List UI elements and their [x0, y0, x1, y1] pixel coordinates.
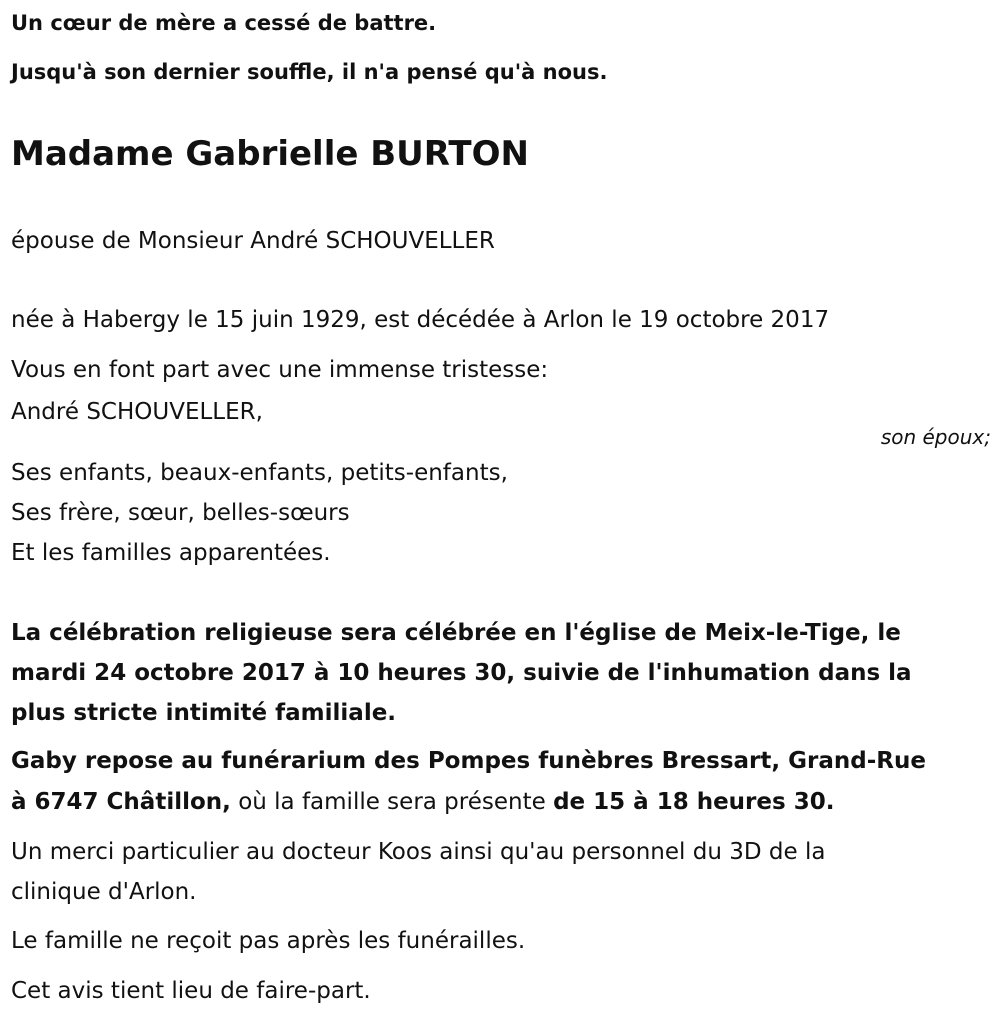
birth-death-line: née à Habergy le 15 juin 1929, est décédée à Arlon le 19 octobre 2017: [11, 307, 830, 333]
spouse-line: épouse de Monsieur André SCHOUVELLER: [11, 228, 495, 254]
spouse-name: André SCHOUVELLER,: [11, 399, 263, 425]
no-reception-line: Le famille ne reçoit pas après les funérailles.: [11, 928, 526, 954]
visitation-place: à 6747 Châtillon,: [11, 789, 231, 815]
family-line: Ses enfants, beaux-enfants, petits-enfants,: [11, 460, 508, 486]
visitation-line-2: [11, 789, 834, 815]
intro-line-1: Un cœur de mère a cessé de battre.: [11, 11, 437, 35]
ceremony-line: mardi 24 octobre 2017 à 10 heures 30, suivie de l'inhumation dans la: [11, 660, 912, 686]
family-line: Ses frère, sœur, belles-sœurs: [11, 500, 350, 526]
family-line: Et les familles apparentées.: [11, 540, 331, 566]
ceremony-line: plus stricte intimité familiale.: [11, 700, 397, 726]
thanks-line: Un merci particulier au docteur Koos ainsi qu'au personnel du 3D de la: [11, 839, 826, 865]
thanks-line: clinique d'Arlon.: [11, 879, 197, 905]
ceremony-line: La célébration religieuse sera célébrée en l'église de Meix-le-Tige, le: [11, 620, 901, 646]
announcement-intro: Vous en font part avec une immense tristesse:: [11, 357, 549, 383]
visitation-hours: de 15 à 18 heures 30.: [553, 789, 835, 815]
visitation-line-1: Gaby repose au funérarium des Pompes funèbres Bressart, Grand-Rue: [11, 748, 926, 774]
deceased-name: Madame Gabrielle BURTON: [11, 134, 529, 174]
intro-line-2: Jusqu'à son dernier souffle, il n'a pensé qu'à nous.: [11, 60, 608, 84]
faire-part-line: Cet avis tient lieu de faire-part.: [11, 978, 371, 1004]
spouse-role: son époux;: [880, 425, 991, 449]
visitation-presence: où la famille sera présente: [230, 789, 554, 815]
